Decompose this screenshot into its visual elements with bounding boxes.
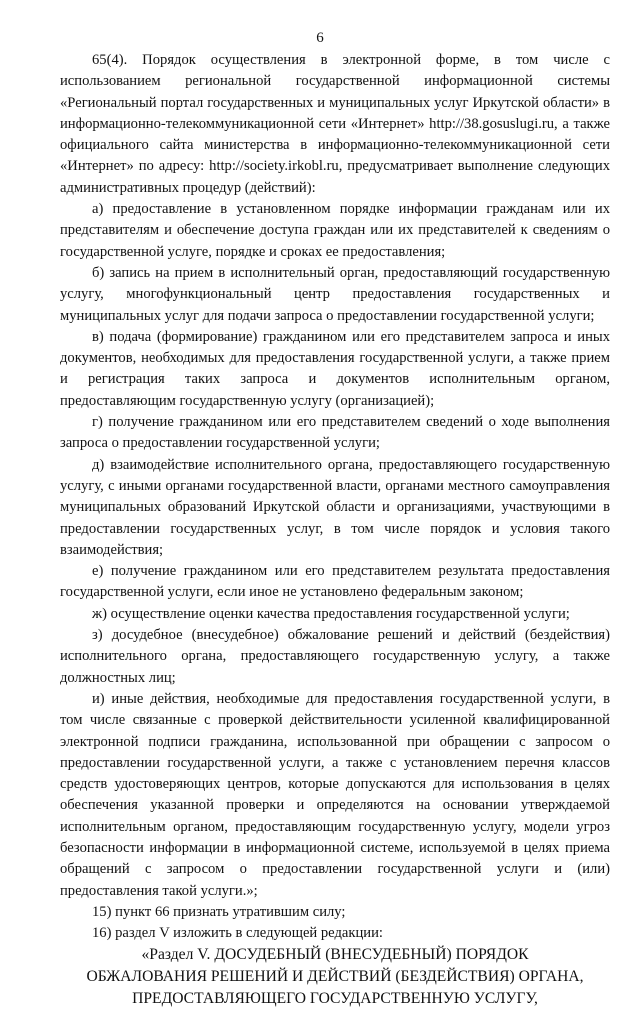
paragraph-item-z: з) досудебное (внесудебное) обжалование решений и действий (бездействия) исполнительного органа, предоставляющего государственную услугу, а также должностных лиц; (60, 627, 610, 686)
paragraph-item-zh: ж) осуществление оценки качества предоставления государственной услуги; (92, 605, 570, 622)
paragraph-16: 16) раздел V изложить в следующей редакции: (92, 925, 383, 942)
section-heading-line-1: «Раздел V. ДОСУДЕБНЫЙ (ВНЕСУДЕБНЫЙ) ПОРЯДОК (141, 946, 529, 964)
section-heading-line-3: ПРЕДОСТАВЛЯЮЩЕГО ГОСУДАРСТВЕННУЮ УСЛУГУ, (132, 990, 538, 1008)
paragraph-15: 15) пункт 66 признать утратившим силу; (92, 903, 346, 920)
paragraph-item-v: в) подача (формирование) гражданином или его представителем запроса и иных документов, необходимых для предоставления государственной услуги, а также прием и регистрация таких запроса и документов исполнительным органом, предоставляющим государственную услугу (организацией); (60, 328, 610, 409)
paragraph-65-4: 65(4). Порядок осуществления в электронной форме, в том числе с использованием региональной государственной информационной системы «Региональный портал государственных и муниципальных услуг Иркутской области» в информационно-телекоммуникационной сети «Интернет» http://38.gosuslugi.ru, а также официального сайта министерства в информационно-телекоммуникационной сети «Интернет» по адресу: http://society.irkobl.ru, предусматривает выполнение следующих административных процедур (действий): (60, 52, 610, 196)
paragraph-item-g: г) получение гражданином или его представителем сведений о ходе выполнения запроса о предоставлении государственной услуги; (60, 414, 610, 452)
paragraph-item-e: е) получение гражданином или его представителем результата предоставления государственной услуги, если иное не установлено федеральным законом; (60, 563, 610, 601)
page-number: 6 (316, 30, 324, 46)
paragraph-item-d: д) взаимодействие исполнительного органа, предоставляющего государственную услугу, с иными органами государственной власти, органами местного самоуправления муниципальных образований Иркутской области и организациями, участвующими в предоставлении государственных услуг, в том числе порядок и условия такого взаимодействия; (60, 456, 610, 558)
document-body (60, 50, 610, 1010)
section-heading-line-2: ОБЖАЛОВАНИЯ РЕШЕНИЙ И ДЕЙСТВИЙ (БЕЗДЕЙСТВИЯ) ОРГАНА, (86, 968, 584, 986)
paragraph-item-i: и) иные действия, необходимые для предоставления государственной услуги, в том числе связанные с проверкой действительности усиленной квалифицированной электронной подписи гражданина, использованной при обращении с запросом о предоставлении государственной услуги, а также с установлением перечня классов средств удостоверяющих центров, которые допускаются для использования в целях обеспечения указанной проверки и определяются на основании утверждаемой исполнительным органом, предоставляющим государственную услугу, модели угроз безопасности информации в информационной системе, используемой в целях приема обращений с запросом о предоставлении государственной услуги и (или) предоставления такой услуги.»; (60, 690, 610, 899)
paragraph-item-b: б) запись на прием в исполнительный орган, предоставляющий государственную услугу, многофункциональный центр предоставления государственных и муниципальных услуг для подачи запроса о предоставлении государственной услуги; (60, 264, 610, 324)
paragraph-item-a: а) предоставление в установленном порядке информации гражданам или их представителям и обеспечение доступа граждан или их представителей к сведениям о государственной услуге, порядке и сроках ее предоставления; (60, 201, 610, 260)
